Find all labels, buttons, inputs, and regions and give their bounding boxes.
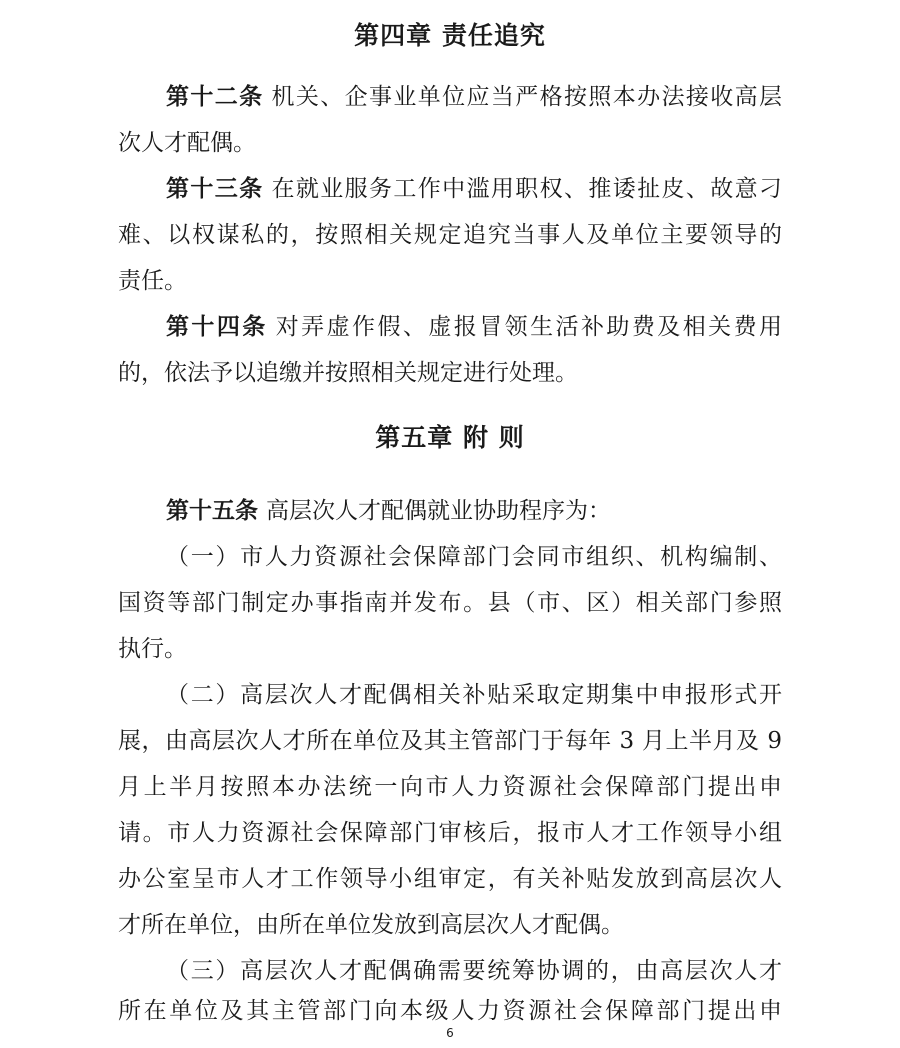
item-2-line-2: 展，由高层次人才所在单位及其主管部门于每年 3 月上半月及 9 <box>118 728 782 754</box>
article-15-line-1: 第十五条 高层次人才配偶就业协助程序为： <box>166 498 611 524</box>
article-14-label: 第十四条 <box>166 314 268 340</box>
chapter-5-heading: 第五章 附 则 <box>375 423 525 452</box>
item-1-line-2: 国资等部门制定办事指南并发布。县（市、区）相关部门参照 <box>118 590 782 616</box>
item-2-line-4: 请。市人力资源社会保障部门审核后，报市人才工作领导小组 <box>118 820 782 846</box>
article-13-line-1: 第十三条 在就业服务工作中滥用职权、推诿扯皮、故意刁 <box>166 176 782 202</box>
item-1-line-1: （一）市人力资源社会保障部门会同市组织、机构编制、 <box>166 544 782 570</box>
item-3-line-2: 所在单位及其主管部门向本级人力资源社会保障部门提出申 <box>118 998 782 1024</box>
chapter-4-heading: 第四章 责任追究 <box>354 21 546 50</box>
article-12-label: 第十二条 <box>166 84 264 110</box>
page-number: 6 <box>446 1026 454 1040</box>
article-14-line-1: 第十四条 对弄虚作假、虚报冒领生活补助费及相关费用 <box>166 314 783 340</box>
article-12-line-1: 第十二条 机关、企事业单位应当严格按照本办法接收高层 <box>166 84 782 110</box>
article-15-label: 第十五条 <box>166 498 258 524</box>
article-13-line-3: 责任。 <box>118 268 187 294</box>
item-2-line-1: （二）高层次人才配偶相关补贴采取定期集中申报形式开 <box>166 682 782 708</box>
item-2-line-5: 办公室呈市人才工作领导小组审定，有关补贴发放到高层次人 <box>118 866 782 892</box>
article-12-line-2: 次人才配偶。 <box>118 130 256 156</box>
item-1-line-3: 执行。 <box>118 636 187 662</box>
item-2-line-3: 月上半月按照本办法统一向市人力资源社会保障部门提出申 <box>118 774 782 800</box>
article-14-line-2: 的，依法予以追缴并按照相关规定进行处理。 <box>118 360 578 386</box>
article-13-label: 第十三条 <box>166 176 264 202</box>
item-3-line-1: （三）高层次人才配偶确需要统筹协调的，由高层次人才 <box>166 958 782 984</box>
item-2-line-6: 才所在单位，由所在单位发放到高层次人才配偶。 <box>118 912 624 938</box>
article-13-line-2: 难、以权谋私的，按照相关规定追究当事人及单位主要领导的 <box>118 222 782 248</box>
